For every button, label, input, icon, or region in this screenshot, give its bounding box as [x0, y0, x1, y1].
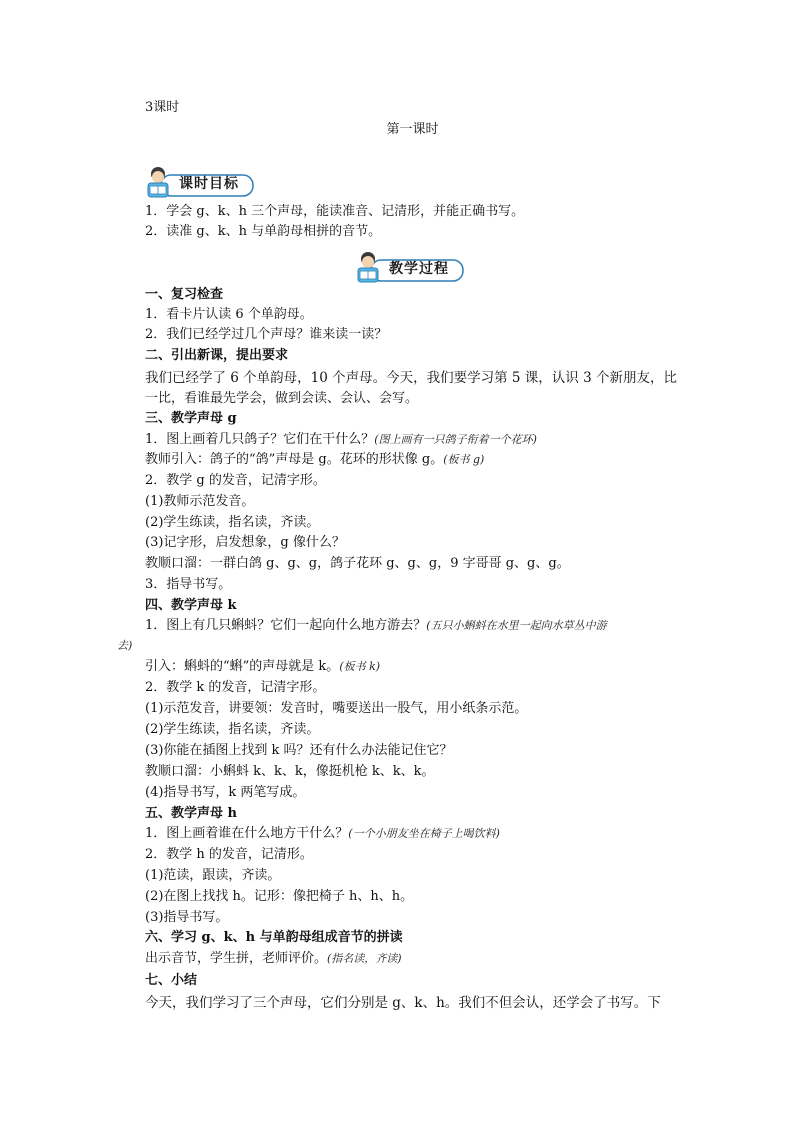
s4-line-5: (2)学生练读，指名读，齐读。 — [145, 722, 320, 737]
s3-line-7: 教顺口溜：一群白鸽 g、g、g，鸽子花环 g、g、g，9 字哥哥 g、g、g。 — [145, 556, 570, 571]
s6-line-1-text: 出示音节，学生拼，老师评价。 — [145, 951, 328, 966]
s5-line-1-note: (一个小朋友坐在椅子上喝饮料) — [348, 827, 500, 840]
s4-line-2 — [145, 658, 680, 676]
s5-line-1-text: 1．图上画着谁在什么地方干什么？ — [145, 826, 349, 841]
s4-line-7: 教顺口溜：小蝌蚪 k、k、k，像挺机枪 k、k、k。 — [145, 764, 435, 779]
s5-line-3: (1)范读，跟读，齐读。 — [145, 868, 281, 883]
objective-2: 2．读准 g、k、h 与单韵母相拼的音节。 — [145, 224, 382, 239]
s4-line-3: 2．教学 k 的发音，记清字形。 — [145, 680, 326, 695]
section-7-title: 七、小结 — [145, 973, 198, 988]
section-2-title: 二、引出新课，提出要求 — [145, 348, 289, 363]
s4-line-1-note: (五只小蝌蚪在水里一起向水草丛中游 — [426, 619, 607, 632]
process-badge-label: 教学过程 — [389, 261, 449, 277]
s3-line-2 — [145, 451, 680, 469]
s3-line-2-text: 教师引入：鸽子的“鸽”声母是 g。花环的形状像 g。 — [145, 452, 444, 467]
s3-line-2-note: (板书 g) — [443, 453, 485, 466]
s6-line-1 — [145, 950, 680, 968]
section-4-title: 四、教学声母 k — [145, 598, 237, 613]
s2-paragraph-2: 一比，看谁最先学会，做到会读、会认、会写。 — [145, 391, 419, 406]
s3-line-1-note: (图上画有一只鸽子衔着一个花环) — [374, 433, 537, 446]
s4-line-8: (4)指导书写，k 两笔写成。 — [145, 785, 306, 800]
objectives-badge-label: 课时目标 — [179, 176, 239, 192]
lesson-title: 第一课时 — [386, 122, 439, 137]
s4-line-1 — [145, 617, 680, 635]
s4-line-1-note-cont: 去) — [117, 639, 133, 652]
s5-line-1 — [145, 825, 680, 843]
s3-line-5: (2)学生练读，指名读，齐读。 — [145, 515, 320, 530]
s3-line-6: (3)记字形，启发想象，g 像什么？ — [145, 535, 345, 550]
section-1-title: 一、复习检查 — [145, 287, 224, 302]
s6-line-1-note: (指名读，齐读) — [327, 952, 402, 965]
objective-1: 1．学会 g、k、h 三个声母，能读准音、记清形，并能正确书写。 — [145, 204, 525, 219]
s3-line-1 — [145, 431, 680, 449]
s4-line-1-text: 1．图上有几只蝌蚪？它们一起向什么地方游去？ — [145, 618, 427, 633]
s1-line-2: 2．我们已经学过几个声母？谁来读一读？ — [145, 327, 388, 342]
s2-paragraph-1: 我们已经学了 6 个单韵母，10 个声母。今天，我们要学习第 5 课，认识 3 个新朋友，比 — [145, 370, 677, 386]
s4-line-4: (1)示范发音，讲要领：发音时，嘴要送出一股气，用小纸条示范。 — [145, 701, 528, 716]
s5-line-4: (2)在图上找找 h。记形：像把椅子 h、h、h。 — [145, 889, 414, 904]
s3-line-1-text: 1．图上画着几只鸽子？它们在干什么？ — [145, 432, 375, 447]
section-3-title: 三、教学声母 g — [145, 411, 237, 426]
s4-line-2-note: (板书 k) — [339, 660, 381, 673]
s5-line-2: 2．教学 h 的发音，记清形。 — [145, 847, 313, 862]
class-hours: 3课时 — [145, 100, 180, 115]
s3-line-4: (1)教师示范发音。 — [145, 494, 255, 509]
s3-line-8: 3．指导书写。 — [145, 577, 232, 592]
s4-line-6: (3)你能在插图上找到 k 吗？还有什么办法能记住它？ — [145, 743, 453, 758]
section-5-title: 五、教学声母 h — [145, 806, 237, 821]
process-badge — [355, 251, 467, 285]
s7-line-1: 今天，我们学习了三个声母，它们分别是 g、k、h。我们不但会认，还学会了书写。下 — [145, 995, 661, 1011]
objectives-badge — [145, 166, 257, 200]
s1-line-1: 1．看卡片认读 6 个单韵母。 — [145, 307, 313, 322]
s4-line-2-text: 引入：蝌蚪的“蝌”的声母就是 k。 — [145, 659, 340, 674]
s3-line-3: 2．教学 g 的发音，记清字形。 — [145, 473, 326, 488]
section-6-title: 六、学习 g、k、h 与单韵母组成音节的拼读 — [145, 930, 403, 945]
s5-line-5: (3)指导书写。 — [145, 910, 229, 925]
